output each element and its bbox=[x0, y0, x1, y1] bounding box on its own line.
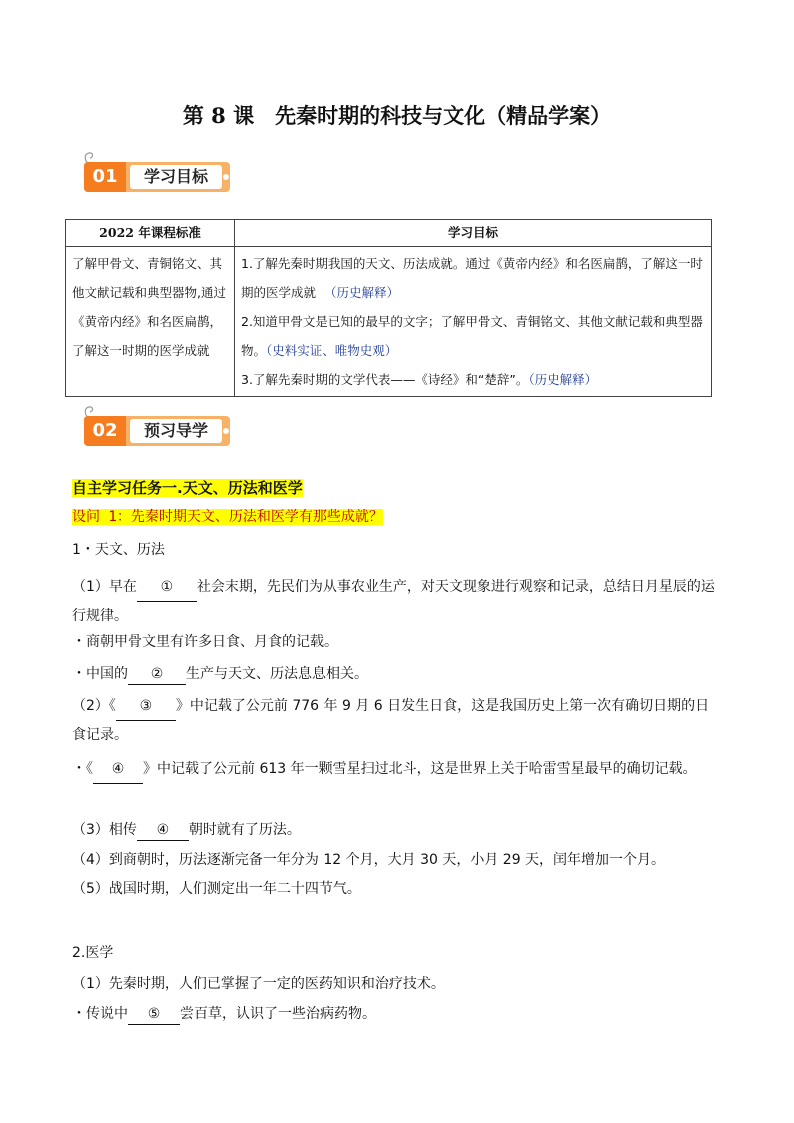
goal-item: 2.知道甲骨文是已知的最早的文字；了解甲骨文、青铜铭文、其他文献记载和典型器物。（史料实证、唯物史观） bbox=[241, 314, 703, 358]
question-text: 设问 1：先秦时期天文、历法和医学有那些成就？ bbox=[72, 509, 383, 525]
table-header: 2022 年课程标准 bbox=[66, 220, 235, 247]
table-header-row bbox=[66, 220, 712, 247]
fill-blank[interactable]: ④ bbox=[93, 755, 143, 784]
paragraph: （1）先秦时期，人们已掌握了一定的医药知识和治疗技术。 bbox=[72, 976, 445, 992]
goal-tag: （史料实证、唯物史观） bbox=[266, 343, 398, 358]
section-number: 02 bbox=[84, 416, 126, 446]
section-label: 学习目标 bbox=[130, 165, 222, 189]
heading-astronomy: 1・天文、历法 bbox=[72, 542, 165, 558]
section-badge-goals bbox=[82, 150, 232, 194]
paragraph: （1）早在 ① 社会末期，先民们为从事农业生产，对天文现象进行观察和记录，总结日月星辰的运行规律。 bbox=[72, 573, 722, 630]
page-title: 第 8 课 先秦时期的科技与文化（精品学案） bbox=[182, 103, 612, 128]
goal-tag: （历史解释） bbox=[528, 372, 598, 387]
fill-blank[interactable]: ③ bbox=[116, 692, 176, 721]
fill-blank[interactable]: ⑤ bbox=[128, 1004, 180, 1025]
fill-blank[interactable]: ④ bbox=[137, 820, 189, 841]
paragraph: ・《 ④ 》中记载了公元前 613 年一颗雪星扫过北斗，这是世界上关于哈雷雪星最早的确切记载。 bbox=[72, 755, 722, 784]
paragraph: （2）《 ③ 》中记载了公元前 776 年 9 月 6 日发生日食，这是我国历史上第一次有确切日期的日食记录。 bbox=[72, 692, 722, 749]
paragraph: （3）相传 ④ 朝时就有了历法。 bbox=[72, 820, 722, 841]
section-badge-preview bbox=[82, 404, 232, 448]
table-header: 学习目标 bbox=[235, 220, 712, 247]
task-title: 自主学习任务一.天文、历法和医学 bbox=[72, 479, 303, 497]
table-row bbox=[66, 247, 712, 397]
goals-table bbox=[65, 219, 712, 397]
standard-cell: 了解甲骨文、青铜铭文、其他文献记载和典型器物,通过《黄帝内经》和名医扁鹊，了解这一时期的医学成就 bbox=[66, 247, 235, 397]
goal-item: 3.了解先秦时期的文学代表——《诗经》和“楚辞”。（历史解释） bbox=[241, 372, 598, 387]
goal-tag: （历史解释） bbox=[323, 285, 399, 300]
fill-blank[interactable]: ② bbox=[128, 664, 186, 685]
goals-cell bbox=[235, 247, 712, 397]
paragraph: （5）战国时期，人们测定出一年二十四节气。 bbox=[72, 881, 361, 897]
section-label: 预习导学 bbox=[130, 419, 222, 443]
paragraph: ・商朝甲骨文里有许多日食、月食的记载。 bbox=[72, 634, 338, 650]
paragraph: ・传说中 ⑤ 尝百草，认识了一些治病药物。 bbox=[72, 1004, 722, 1025]
heading-medicine: 2.医学 bbox=[72, 945, 114, 961]
paragraph: ・中国的 ② 生产与天文、历法息息相关。 bbox=[72, 664, 722, 685]
fill-blank[interactable]: ① bbox=[137, 573, 197, 602]
section-number: 01 bbox=[84, 162, 126, 192]
paragraph: （4）到商朝时，历法逐渐完备一年分为 12 个月，大月 30 天，小月 29 天，闰年增加一个月。 bbox=[72, 852, 666, 868]
goal-item: 1.了解先秦时期我国的天文、历法成就。通过《黄帝内经》和名医扁鹊，了解这一时期的医学成就 （历史解释） bbox=[241, 256, 703, 300]
